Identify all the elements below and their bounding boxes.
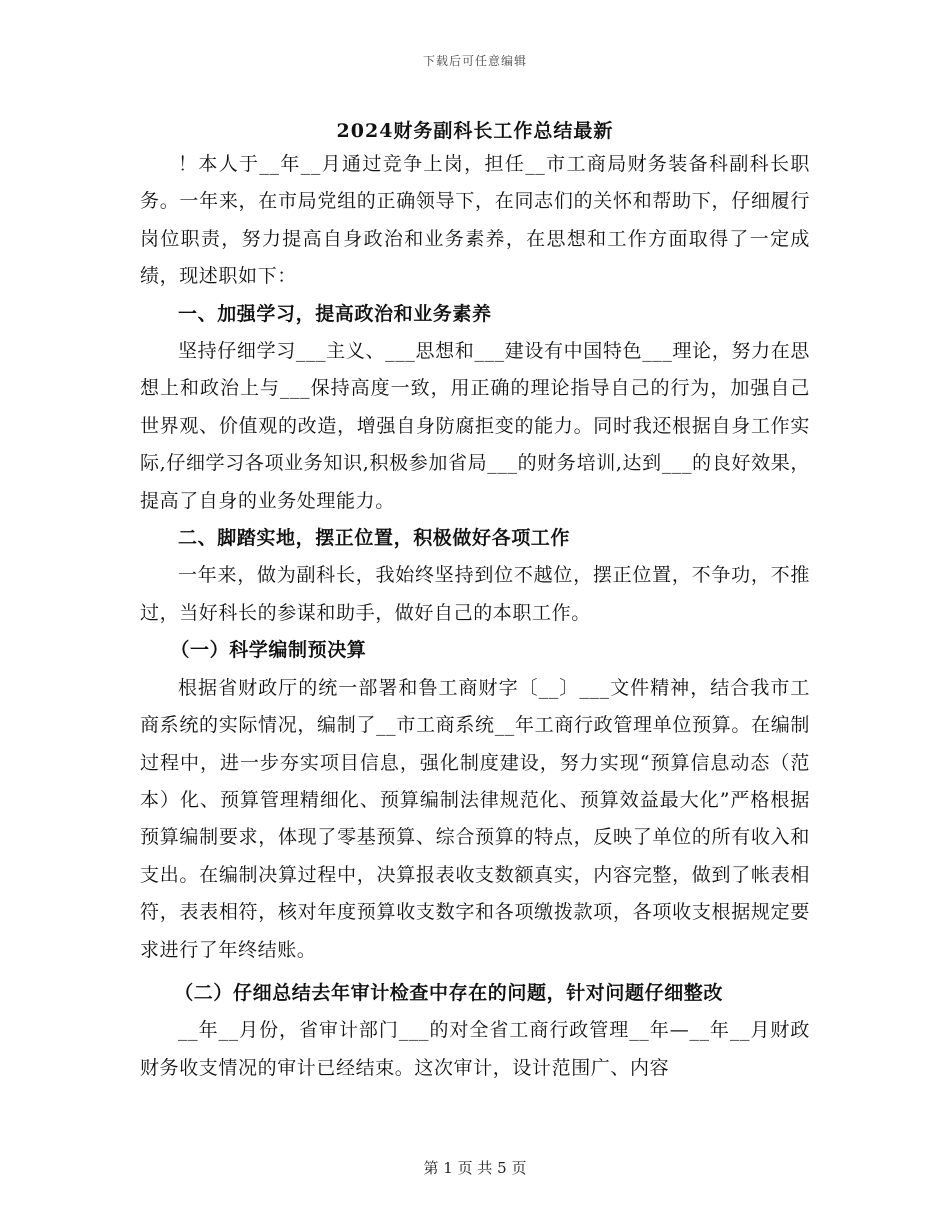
section-2-heading: 二、脚踏实地，摆正位置，积极做好各项工作 [178, 527, 571, 550]
section-2-paragraph: 一年来，做为副科长，我始终坚持到位不越位，摆正位置，不争功，不推过，当好科长的参谋和助手，做好自己的本职工作。 [140, 564, 810, 624]
subsection-1-paragraph: 根据省财政厅的统一部署和鲁工商财字〔__〕___文件精神，结合我市工商系统的实际情况，编制了__市工商系统__年工商行政管理单位预算。在编制过程中，进一步夯实项目信息，强化制度建设，努力实现“预算信息动态（范本）化、预算管理精细化、预算编制法律规范化、预算效益最大化”严格根据预算编制要求，体现了零基预算、综合预算的特点，反映了单位的所有收入和支出。在编制决算过程中，决算报表收支数额真实，内容完整，做到了帐表相符，表表相符，核对年度预算收支数字和各项缴拨款项，各项收支根据规定要求进行了年终结账。 [140, 676, 810, 961]
document-body [140, 146, 810, 1087]
section-1-heading: 一、加强学习，提高政治和业务素养 [178, 302, 492, 325]
download-note: 下载后可任意编辑 [422, 54, 527, 68]
subsection-1-heading: （一）科学编制预决算 [170, 639, 367, 662]
subsection-2-heading: （二）仔细总结去年审计检查中存在的问题，针对问题仔细整改 [174, 981, 723, 1004]
intro-paragraph: ！本人于__年__月通过竞争上岗，担任__市工商局财务装备科副科长职务。一年来，在市局党组的正确领导下，在同志们的关怀和帮助下，仔细履行岗位职责，努力提高自身政治和业务素养，在思想和工作方面取得了一定成绩，现述职如下： [140, 153, 810, 288]
page-number: 第 1 页 共 5 页 [423, 1159, 527, 1177]
section-1-paragraph: 坚持仔细学习___主义、___思想和___建设有中国特色___理论，努力在思想上和政治上与___保持高度一致，用正确的理论指导自己的行为，加强自己世界观、价值观的改造，增强自身防腐拒变的能力。同时我还根据自身工作实际,仔细学习各项业务知识,积极参加省局___的财务培训,达到___的良好效果，提高了自身的业务处理能力。 [140, 340, 810, 512]
document-title: 2024财务副科长工作总结最新 [336, 120, 614, 142]
subsection-2-paragraph: __年__月份，省审计部门___的对全省工商行政管理__年—__年__月财政财务收支情况的审计已经结束。这次审计，设计范围广、内容 [140, 1019, 810, 1079]
